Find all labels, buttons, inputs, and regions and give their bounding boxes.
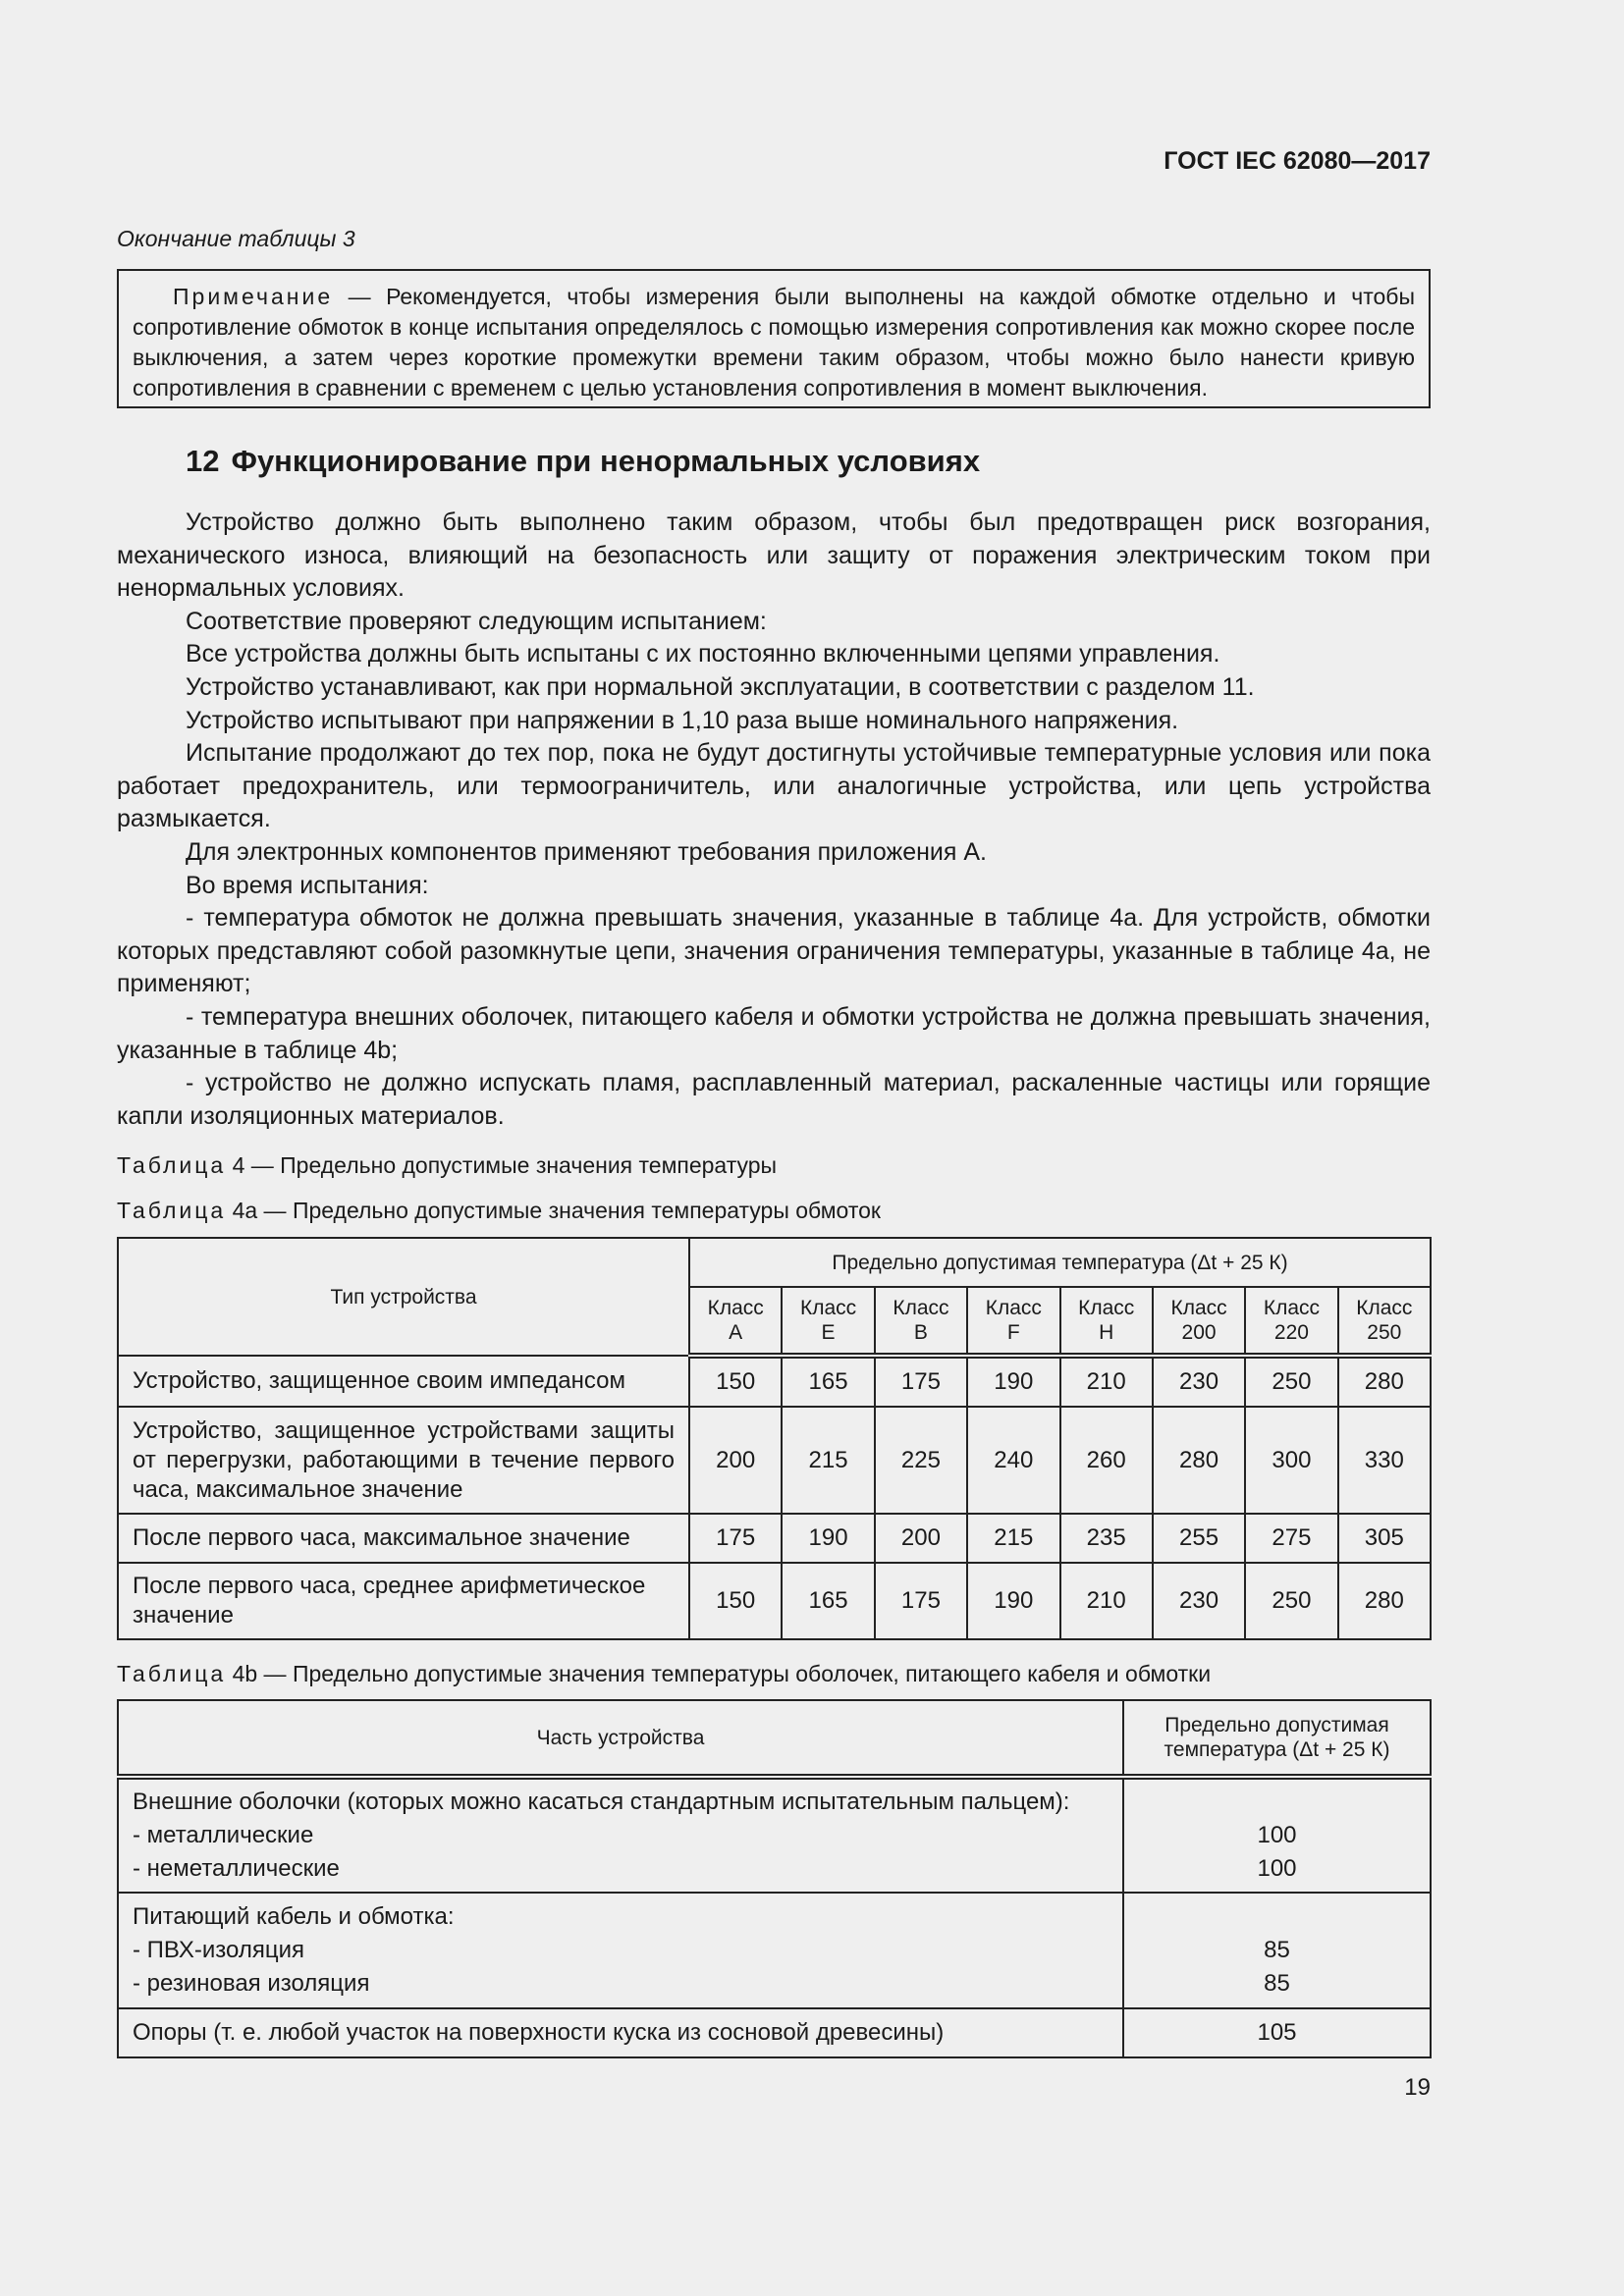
value-cell: 210 bbox=[1060, 1356, 1153, 1407]
table-row bbox=[118, 2008, 1431, 2057]
page-number: 19 bbox=[1404, 2074, 1431, 2101]
value-cell: 210 bbox=[1060, 1563, 1153, 1639]
value-cell: 240 bbox=[967, 1407, 1059, 1514]
value-cell: 280 bbox=[1338, 1356, 1431, 1407]
row-label: После первого часа, максимальное значение bbox=[118, 1514, 689, 1563]
class-header: Класс E bbox=[782, 1287, 874, 1356]
value-cell: 175 bbox=[875, 1563, 967, 1639]
body-paragraph: Устройство устанавливают, как при нормальной эксплуатации, в соответствии с разделом 11. bbox=[186, 672, 1255, 701]
table-row bbox=[118, 1777, 1431, 1893]
group-header-max-temp: Предельно допустимая температура (Δt + 25 К) bbox=[689, 1238, 1431, 1287]
table-4-caption: Таблица 4 — Предельно допустимые значения температуры bbox=[117, 1152, 778, 1178]
class-header: Класс 250 bbox=[1338, 1287, 1431, 1356]
class-header: Класс F bbox=[967, 1287, 1059, 1356]
section-title: Функционирование при ненормальных условиях bbox=[231, 444, 981, 478]
value-cell: 250 bbox=[1245, 1356, 1337, 1407]
value-cell: 260 bbox=[1060, 1407, 1153, 1514]
value-cell: 305 bbox=[1338, 1514, 1431, 1563]
section-heading bbox=[186, 444, 980, 479]
table-row bbox=[118, 1514, 1431, 1563]
col-header-max-temp: Предельно допустимая температура (Δt + 25 К) bbox=[1123, 1700, 1431, 1777]
value-cell: 330 bbox=[1338, 1407, 1431, 1514]
row-label: После первого часа, среднее арифметическое значение bbox=[118, 1563, 689, 1639]
value-cell: 190 bbox=[967, 1356, 1059, 1407]
section-number: 12 bbox=[186, 444, 220, 478]
body-paragraph: Устройство должно быть выполнено таким образом, чтобы был предотвращен риск возгорания, механического износа, влияющий на безопасность или защиту от поражения электрическим током при ненормальных условиях. bbox=[117, 508, 1431, 603]
body-paragraph: - устройство не должно испускать пламя, расплавленный материал, раскаленные частицы или горящие капли изоляционных материалов. bbox=[117, 1069, 1431, 1130]
body-paragraph: Для электронных компонентов применяют требования приложения А. bbox=[186, 837, 987, 866]
value-cell: 190 bbox=[967, 1563, 1059, 1639]
note-label: Примечание bbox=[173, 284, 334, 309]
value-cell: 275 bbox=[1245, 1514, 1337, 1563]
value-cell: 215 bbox=[782, 1407, 874, 1514]
value-cell: 150 bbox=[689, 1563, 782, 1639]
table-row bbox=[118, 1356, 1431, 1407]
body-paragraph: - температура внешних оболочек, питающего кабеля и обмотки устройства не должна превышать значения, указанные в таблице 4b; bbox=[117, 1002, 1431, 1064]
table-row bbox=[118, 1893, 1431, 2008]
value-cell: 255 bbox=[1153, 1514, 1245, 1563]
class-header: Класс 200 bbox=[1153, 1287, 1245, 1356]
value-cell: 200 bbox=[875, 1514, 967, 1563]
standard-designation: ГОСТ IEC 62080—2017 bbox=[1164, 147, 1431, 175]
table-4b bbox=[117, 1699, 1432, 2058]
value-cell: 280 bbox=[1338, 1563, 1431, 1639]
value-cell: 165 bbox=[782, 1563, 874, 1639]
value-cell: 175 bbox=[689, 1514, 782, 1563]
class-header: Класс A bbox=[689, 1287, 782, 1356]
value-cell: 100 100 bbox=[1123, 1777, 1431, 1893]
value-cell: 105 bbox=[1123, 2008, 1431, 2057]
row-label: Внешние оболочки (которых можно касаться стандартным испытательным пальцем): - металлические - неметаллические bbox=[118, 1777, 1123, 1893]
col-header-device-part: Часть устройства bbox=[118, 1700, 1123, 1777]
row-label: Устройство, защищенное устройствами защиты от перегрузки, работающими в течение первого часа, максимальное значение bbox=[118, 1407, 689, 1514]
note-box bbox=[117, 269, 1431, 408]
table-row bbox=[118, 1407, 1431, 1514]
row-label: Опоры (т. е. любой участок на поверхности куска из сосновой древесины) bbox=[118, 2008, 1123, 2057]
value-cell: 85 85 bbox=[1123, 1893, 1431, 2008]
value-cell: 235 bbox=[1060, 1514, 1153, 1563]
table-4b-caption: Таблица 4b — Предельно допустимые значения температуры оболочек, питающего кабеля и обмотки bbox=[117, 1661, 1212, 1686]
class-header: Класс H bbox=[1060, 1287, 1153, 1356]
note-text: — Рекомендуется, чтобы измерения были выполнены на каждой обмотке отдельно и чтобы сопротивление обмоток в конце испытания определялось с помощью измерения сопротивления как можно скорее после выключения, а затем через короткие промежутки времени таким образом, чтобы можно было нанести кривую сопротивления в сравнении с временем с целью установления сопротивления в момент выключения. bbox=[133, 284, 1415, 400]
value-cell: 230 bbox=[1153, 1563, 1245, 1639]
body-paragraph: - температура обмоток не должна превышать значения, указанные в таблице 4a. Для устройств, обмотки которых представляют собой разомкнутые цепи, значения ограничения температуры, указанные в таблице 4a, не применяют; bbox=[117, 904, 1431, 998]
table-row bbox=[118, 1563, 1431, 1639]
body-paragraph: Испытание продолжают до тех пор, пока не будут достигнуты устойчивые температурные условия или пока работает предохранитель, или термоограничитель, или аналогичные устройства, или цепь устройства размыкается. bbox=[117, 739, 1431, 833]
value-cell: 165 bbox=[782, 1356, 874, 1407]
body-paragraph: Все устройства должны быть испытаны с их постоянно включенными цепями управления. bbox=[186, 640, 1220, 668]
col-header-device-type: Тип устройства bbox=[118, 1238, 689, 1356]
value-cell: 300 bbox=[1245, 1407, 1337, 1514]
row-label: Устройство, защищенное своим импедансом bbox=[118, 1356, 689, 1407]
value-cell: 230 bbox=[1153, 1356, 1245, 1407]
body-paragraph: Соответствие проверяют следующим испытанием: bbox=[186, 607, 767, 635]
note-paragraph bbox=[133, 282, 1415, 403]
table-4a-caption: Таблица 4a — Предельно допустимые значения температуры обмоток bbox=[117, 1198, 881, 1223]
value-cell: 250 bbox=[1245, 1563, 1337, 1639]
table-4a bbox=[117, 1237, 1432, 1640]
value-cell: 225 bbox=[875, 1407, 967, 1514]
value-cell: 200 bbox=[689, 1407, 782, 1514]
value-cell: 175 bbox=[875, 1356, 967, 1407]
value-cell: 215 bbox=[967, 1514, 1059, 1563]
value-cell: 280 bbox=[1153, 1407, 1245, 1514]
body-paragraph: Во время испытания: bbox=[186, 871, 429, 899]
value-cell: 150 bbox=[689, 1356, 782, 1407]
class-header: Класс 220 bbox=[1245, 1287, 1337, 1356]
section-body bbox=[117, 507, 1431, 1133]
value-cell: 190 bbox=[782, 1514, 874, 1563]
table-continuation-caption: Окончание таблицы 3 bbox=[117, 226, 355, 251]
class-header: Класс B bbox=[875, 1287, 967, 1356]
row-label: Питающий кабель и обмотка: - ПВХ-изоляция - резиновая изоляция bbox=[118, 1893, 1123, 2008]
body-paragraph: Устройство испытывают при напряжении в 1,10 раза выше номинального напряжения. bbox=[186, 706, 1179, 734]
